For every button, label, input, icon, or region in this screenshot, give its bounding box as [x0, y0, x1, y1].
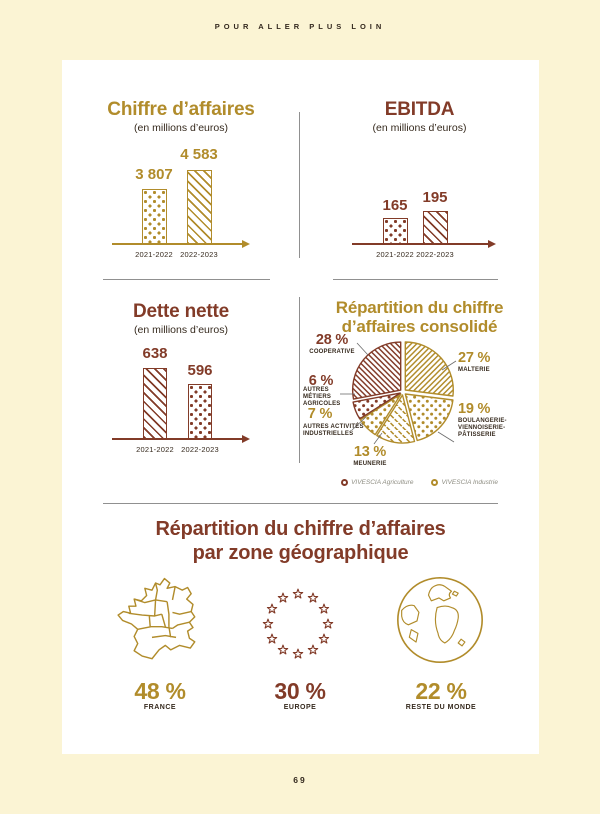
page-number: 69	[293, 775, 307, 785]
pie-slices	[353, 342, 454, 443]
legend-item-industrie	[431, 479, 497, 486]
zone-value-europe: 30 %	[274, 678, 326, 704]
category-label: 2021-2022	[376, 250, 414, 259]
zone-value-reste-du-monde: 22 %	[415, 678, 467, 704]
bar-value: 638	[142, 345, 168, 362]
slice-label-autres-metiers: AUTRES MÉTIERS AGRICOLES	[303, 387, 341, 408]
axis-arrow-icon	[242, 435, 250, 443]
page-header: POUR ALLER PLUS LOIN	[214, 22, 386, 31]
agriculture-ring-icon	[341, 479, 348, 486]
zone-title-line1: Répartition du chiffre d’affaires	[155, 518, 446, 540]
category-label: 2021-2022	[135, 250, 173, 259]
x-axis	[112, 243, 242, 245]
zone-title-line2: par zone géographique	[192, 542, 409, 564]
category-label: 2022-2023	[181, 445, 219, 454]
slice-value-boulangerie: 19 %	[458, 401, 491, 417]
eu-star-icon	[323, 619, 332, 628]
legend-item-agriculture	[341, 479, 413, 486]
slice-value-autres-activites: 7 %	[307, 406, 333, 422]
eu-star-icon	[308, 645, 317, 654]
bar-2021-2022	[143, 368, 167, 439]
legend-label: VIVESCIA Agriculture	[351, 479, 414, 486]
zone-label-europe: EUROPE	[283, 704, 317, 711]
bar-value: 4 583	[180, 146, 218, 163]
dette-nette-title: Dette nette	[133, 301, 229, 322]
globe-icon	[394, 574, 486, 666]
eu-star-icon	[293, 589, 302, 598]
divider-zone-section	[103, 503, 498, 504]
content-card	[62, 60, 539, 754]
eu-star-icon	[319, 604, 328, 613]
divider-horizontal-right	[333, 279, 498, 280]
ebitda-title: EBITDA	[384, 99, 455, 120]
chiffre-affaires-subtitle: (en millions d’euros)	[134, 122, 228, 134]
eu-star-icon	[293, 649, 302, 658]
slice-value-malterie: 27 %	[458, 350, 491, 366]
category-label: 2022-2023	[416, 250, 454, 259]
bar-value: 3 807	[135, 166, 173, 183]
eu-star-icon	[319, 634, 328, 643]
bar-value: 195	[422, 189, 448, 206]
x-axis	[352, 243, 488, 245]
axis-arrow-icon	[242, 240, 250, 248]
slice-label-meunerie: MEUNERIE	[353, 461, 387, 467]
pie-title-line2: d’affaires consolidé	[341, 317, 498, 336]
zone-value-france: 48 %	[134, 678, 186, 704]
eu-star-icon	[267, 634, 276, 643]
slice-value-autres-metiers: 6 %	[308, 373, 334, 389]
bar-2022-2023	[188, 384, 212, 439]
eu-star-icon	[308, 593, 317, 602]
bar-2021-2022	[383, 218, 408, 245]
bar-2022-2023	[423, 211, 448, 245]
zone-label-france: FRANCE	[143, 704, 177, 711]
bar-value: 165	[382, 197, 408, 214]
bar-2021-2022	[142, 189, 167, 245]
axis-arrow-icon	[488, 240, 496, 248]
slice-label-cooperative: COOPERATIVE	[309, 349, 355, 355]
slice-label-boulangerie: BOULANGERIE- VIENNOISERIE- PÂTISSERIE	[458, 418, 507, 439]
bar-2022-2023	[187, 170, 212, 245]
eu-star-icon	[263, 619, 272, 628]
category-label: 2021-2022	[136, 445, 174, 454]
chiffre-affaires-title: Chiffre d’affaires	[107, 99, 255, 120]
slice-label-malterie: MALTERIE	[458, 367, 490, 373]
bar-value: 596	[187, 362, 213, 379]
divider-horizontal-left	[103, 279, 270, 280]
ebitda-subtitle: (en millions d’euros)	[372, 122, 467, 134]
industrie-ring-icon	[431, 479, 438, 486]
x-axis	[112, 438, 242, 440]
eu-star-icon	[267, 604, 276, 613]
pie-slice-27pct	[405, 342, 453, 396]
dette-nette-subtitle: (en millions d’euros)	[134, 324, 228, 336]
slice-value-cooperative: 28 %	[315, 332, 349, 348]
eu-star-icon	[278, 645, 287, 654]
slice-value-meunerie: 13 %	[353, 444, 387, 460]
pie-title-line1: Répartition du chiffre	[335, 298, 504, 317]
category-label: 2022-2023	[180, 250, 218, 259]
zone-label-reste-du-monde: RESTE DU MONDE	[405, 704, 477, 711]
slice-label-autres-activites: AUTRES ACTIVITÉS INDUSTRIELLES	[303, 424, 364, 438]
eu-star-icon	[278, 593, 287, 602]
france-map-icon	[110, 575, 210, 673]
eu-stars-icon	[258, 584, 338, 664]
pie-legend	[302, 479, 537, 486]
legend-label: VIVESCIA Industrie	[441, 479, 498, 486]
